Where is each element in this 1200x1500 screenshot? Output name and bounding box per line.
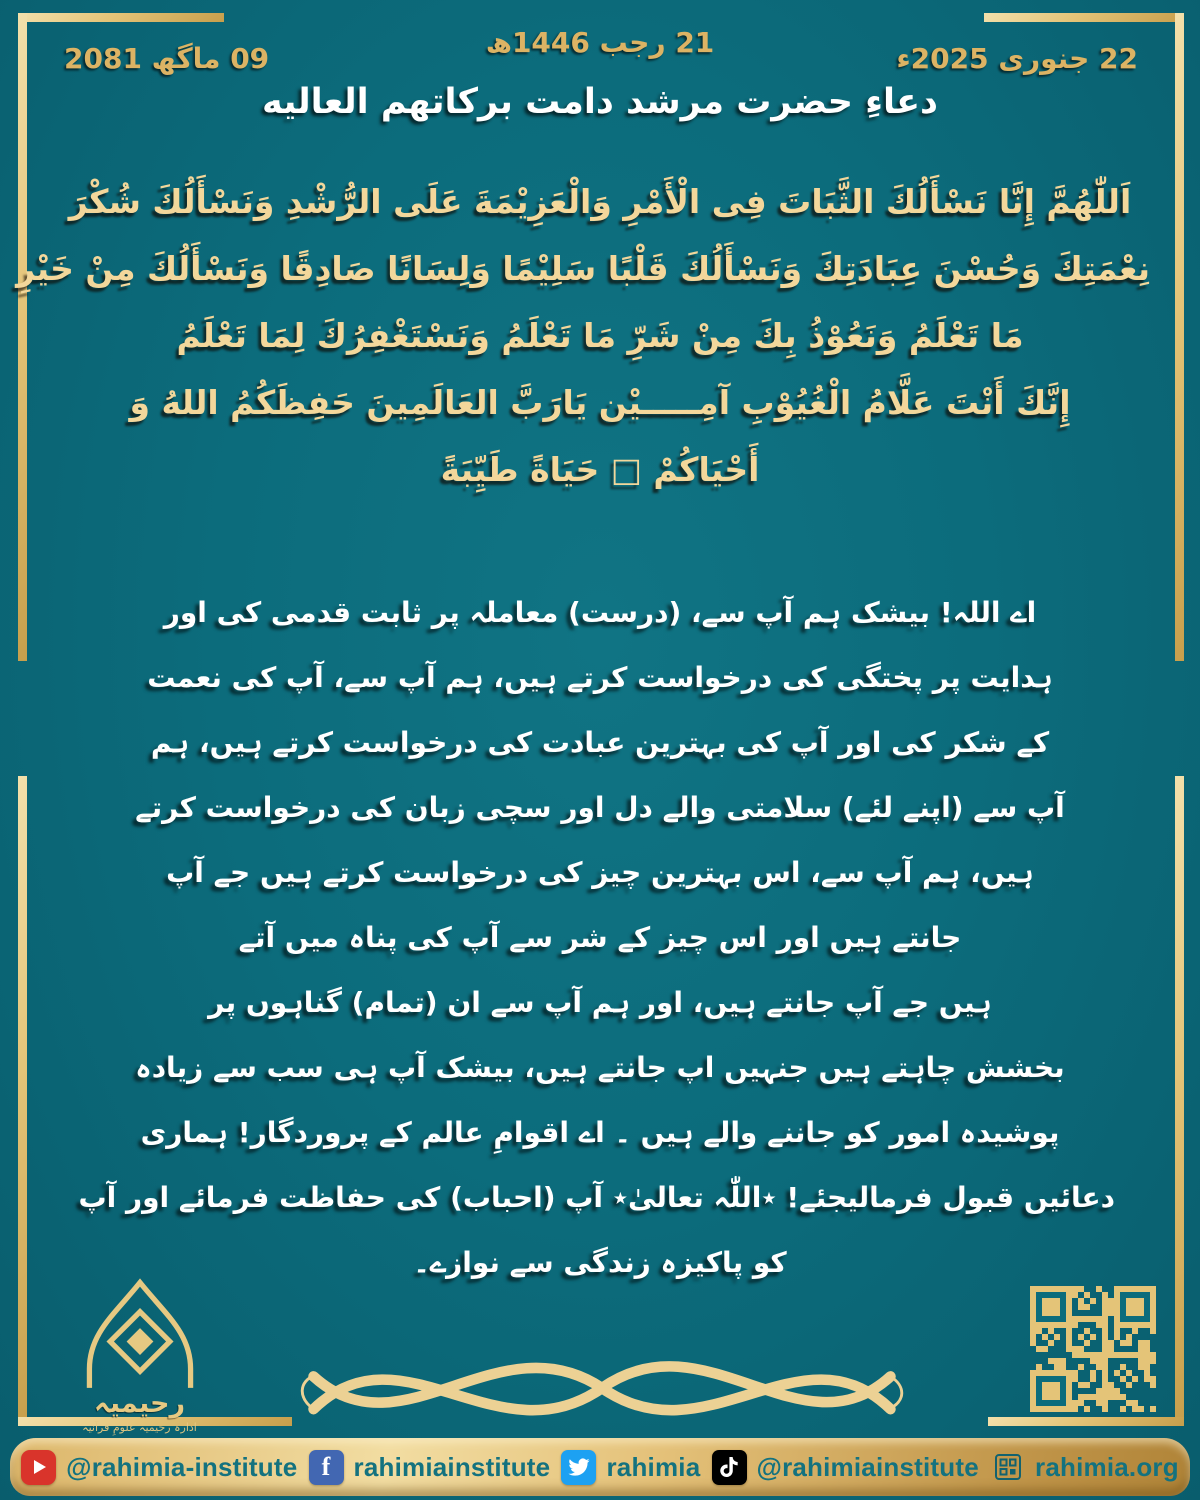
tiktok-icon (712, 1450, 747, 1485)
arabic-prayer-block (16, 168, 1150, 503)
logo-name: رحیمیہ (94, 1388, 185, 1419)
facebook-icon: f (309, 1450, 344, 1485)
frame-right-lower (1175, 776, 1184, 1426)
arabic-line: إِنَّكَ أَنْتَ عَلَّامُ الْغُيُوْبِ آمِـــــيْن يَارَبَّ العَالَمِينَ حَفِظَكُمُ اللهُ وَ (129, 383, 1071, 422)
qr-code (1030, 1286, 1156, 1412)
frame-top-left (18, 13, 224, 22)
frame-left-lower (18, 776, 27, 1426)
flourish-ornament (288, 1338, 916, 1438)
logo-tagline: ادارہ رحیمیہ علومِ قرآنیہ (82, 1421, 197, 1434)
arabic-line: نِعْمَتِكَ وَحُسْنَ عِبَادَتِكَ وَنَسْأَلُكَ قَلْبًا سَلِيْمًا وَلِسَانًا صَادِقًا وَنَسْأَلُكَ مِنْ خَيْرِ (16, 249, 1150, 288)
arabic-line: اَللّٰهُمَّ إِنَّا نَسْأَلُكَ الثَّبَاتَ فِى الْأَمْرِ وَالْعَزِيْمَةَ عَلَى الرُّشْدِ وَنَسْأَلُكَ شُكْرَ (68, 182, 1132, 221)
date-gregorian: 22 جنوری 2025ء (896, 42, 1138, 75)
frame-bottom-right (988, 1417, 1184, 1426)
arabic-line: مَا تَعْلَمُ وَنَعُوْذُ بِكَ مِنْ شَرِّ مَا تَعْلَمُ وَنَسْتَغْفِرُكَ لِمَا تَعْلَمُ (176, 316, 1024, 355)
logo-arch-icon (65, 1272, 215, 1390)
urdu-line: پوشیدہ امور کو جاننے والے ہیں ۔ اے اقوامِ عالم کے پروردگار! ہماری (140, 1116, 1060, 1149)
youtube-handle: @rahimia-institute (66, 1451, 298, 1482)
social-youtube[interactable] (21, 1450, 297, 1485)
website-qr-icon (990, 1450, 1025, 1485)
urdu-line: کو پاکیزہ زندگی سے نوازے۔ (413, 1246, 787, 1279)
urdu-line: بخشش چاہتے ہیں جنہیں اپ جانتے ہیں، بیشک آپ ہی سب سے زیادہ (135, 1051, 1065, 1084)
website-url: rahimia.org (1035, 1451, 1179, 1482)
twitter-icon (561, 1450, 596, 1485)
social-facebook[interactable] (309, 1450, 551, 1485)
urdu-line: آپ سے (اپنے لئے) سلامتی والے دل اور سچی زبان کی درخواست کرتے (135, 791, 1065, 824)
urdu-line: دعائیں قبول فرمالیجئے! ٭اللّٰہ تعالیٰ٭ آپ (احباب) کی حفاظت فرمائے اور آپ (78, 1181, 1115, 1214)
urdu-line: جانتے ہیں اور اس چیز کے شر سے آپ کی پناہ میں آتے (238, 921, 962, 954)
urdu-line: ہدایت پر پختگی کی درخواست کرتے ہیں، ہم آپ سے، آپ کی نعمت (147, 661, 1053, 694)
rahimia-logo (42, 1272, 237, 1434)
date-bikrami: 09 ماگھ 2081 (64, 42, 270, 75)
frame-top-right (984, 13, 1184, 22)
poster-title: دعاءِ حضرت مرشد دامت برکاتهم العاليه (261, 82, 939, 122)
arabic-line: أَحْيَاكُمْ □ حَيَاةً طَيِّبَةً (440, 450, 760, 489)
urdu-line: ہیں جے آپ جانتے ہیں، اور ہم آپ سے ان (تمام) گناہوں پر (208, 986, 992, 1019)
youtube-icon (21, 1450, 56, 1485)
urdu-line: کے شکر کی اور آپ کی بہترین عبادت کی درخواست کرتے ہیں، ہم (150, 726, 1050, 759)
urdu-line: اے اللہ! بیشک ہم آپ سے، (درست) معاملہ پر ثابت قدمی کی اور (163, 596, 1037, 629)
social-twitter[interactable] (561, 1450, 700, 1485)
tiktok-handle: @rahimiainstitute (756, 1451, 979, 1482)
date-hijri: 21 رجب 1446ھ (485, 26, 715, 59)
social-bar (10, 1438, 1190, 1496)
social-tiktok[interactable] (712, 1450, 979, 1485)
urdu-translation-block (78, 580, 1115, 1295)
social-website[interactable] (990, 1450, 1179, 1485)
urdu-line: ہیں، ہم آپ سے، اس بہترین چیز کی درخواست کرتے ہیں جے آپ (166, 856, 1034, 889)
twitter-handle: rahimia (606, 1451, 701, 1482)
facebook-handle: rahimiainstitute (353, 1451, 551, 1482)
